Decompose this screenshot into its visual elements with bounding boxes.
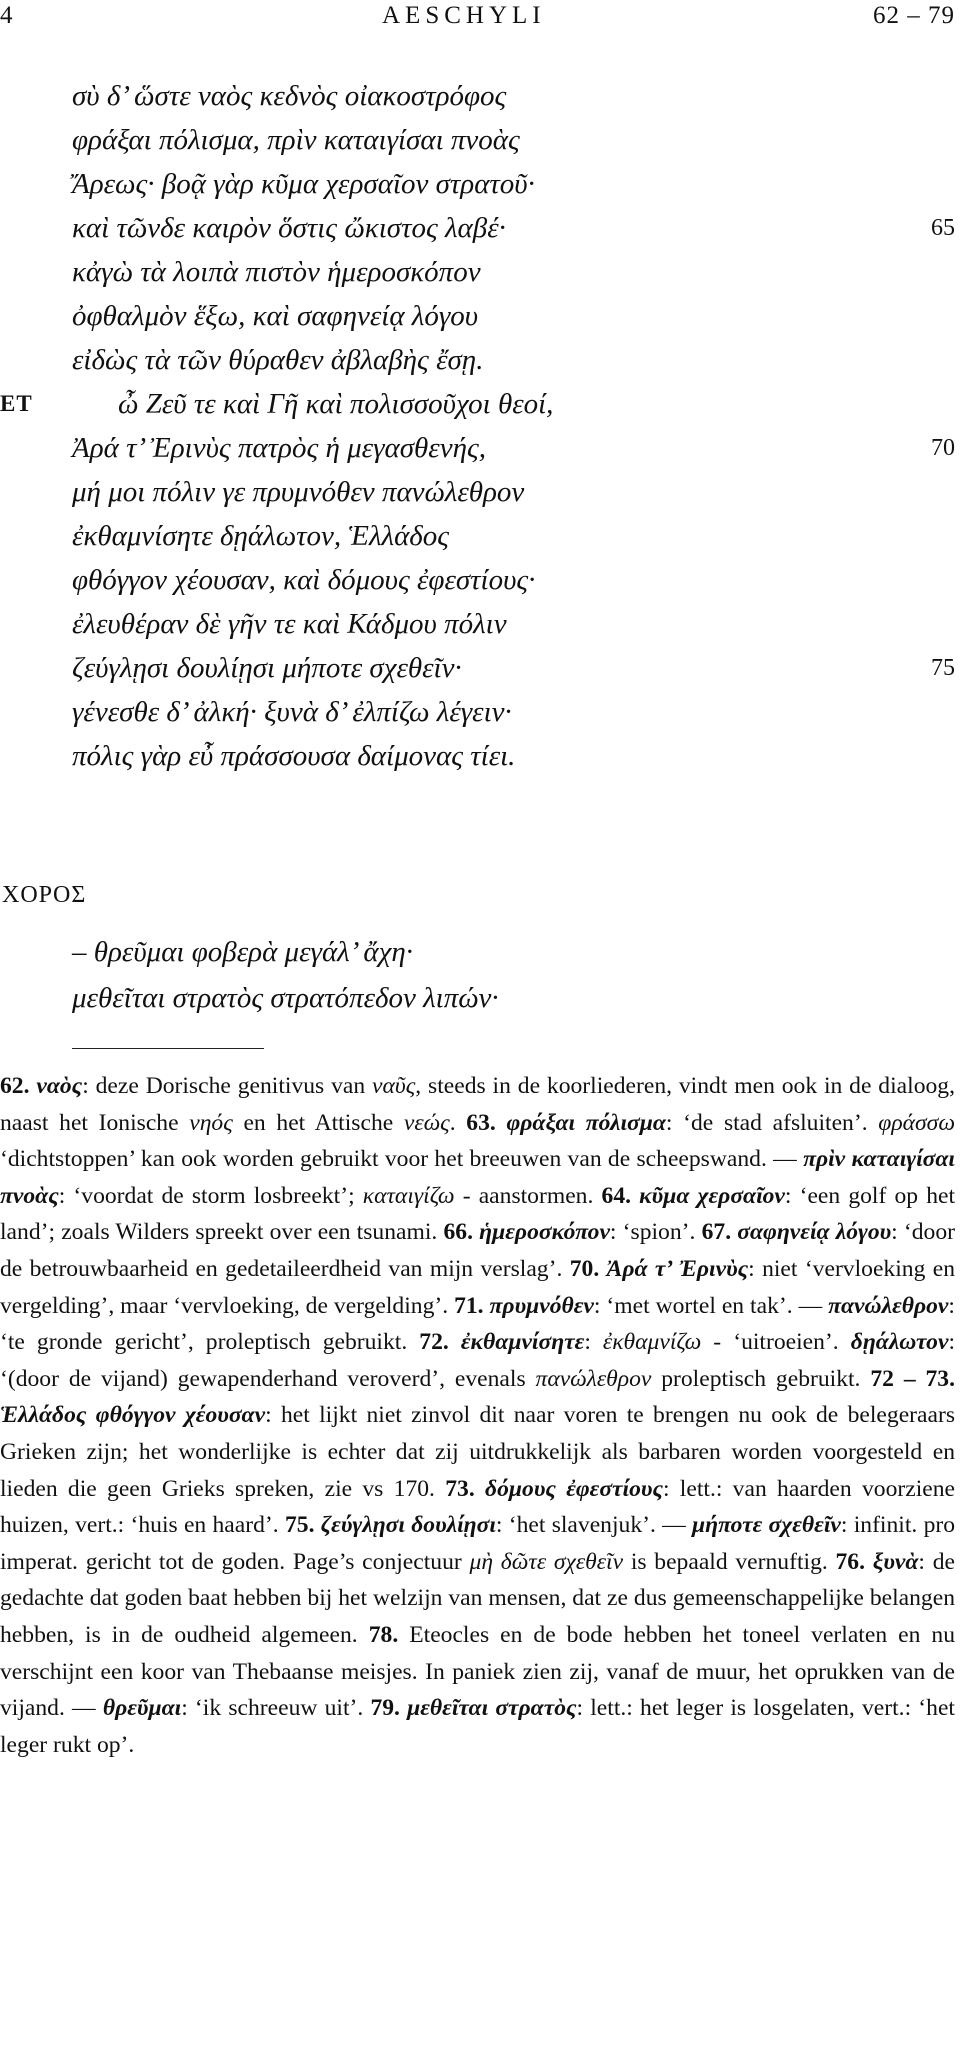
commentary-paragraph: 62. ναὸς: deze Dorische genitivus van ναῦς, steeds in de koorliederen, vindt men ook in de dialoog, naast het Ionische νηός en het Attische νεώς. 63. φράξαι πόλισμα: ‘de stad afsluiten’. φράσσω ‘dichtstoppen’ kan ook worden gebruikt voor het breeuwen van de scheepswand. — πρὶν καταιγίσαι πνοὰς: ‘voordat de storm losbreekt’; καταιγίζω - aanstormen. 64. κῦμα χερσαῖον: ‘een golf op het land’; zoals Wilders spreekt over een tsunami. 66. ἡμεροσκόπον: ‘spion’. 67. σαφηνείᾳ λόγου: ‘door de betrouwbaarheid en gedetaileerdheid van mijn verslag’. 70. Ἀρά τ’ Ἐρινὺς: niet ‘vervloeking en vergelding’, maar ‘vervloeking, de vergelding’. 71. πρυμνόθεν: ‘met wortel en tak’. — πανώλεθρον: ‘te gronde gericht’, proleptisch gebruikt. 72. ἐκθαμνίσητε: ἐκθαμνίζω - ‘uitroeien’. δῃάλωτον: ‘(door de vijand) gewapenderhand veroverd’, evenals πανώλεθρον proleptisch gebruikt. 72 – 73. Ἑλλάδος φθόγγον χέουσαν: het lijkt niet zinvol dit naar voren te brengen nu ook de belegeraars Grieken zijn; het wonderlijke is echter dat zij uitdrukkelijk als barbaren worden voorgesteld en lieden die geen Grieks spreken, zie vs 170. 73. δόμους ἐφεστίους: lett.: van haarden voorziene huizen, vert.: ‘huis en haard’. 75. ζεύγλῃσι δουλίῃσι: ‘het slavenjuk’. — μήποτε σχεθεῖν: infinit. pro imperat. gericht tot de goden. Page’s conjectuur μὴ δῶτε σχεθεῖν is bepaald vernuftig. 76. ξυνὰ: de gedachte dat goden baat hebben bij het welzijn van mensen, dat ze dus gemeenschappelijke belangen hebben, is in de oudheid algemeen. 78. Eteocles en de bode hebben het toneel verlaten en nu verschijnt een koor van Thebaanse meisjes. In paniek zien zij, vanaf de muur, het oprukken van de vijand. — θρεῦμαι: ‘ik schreeuw uit’. 79. μεθεῖται στρατὸς: lett.: het leger is losgelaten, vert.: ‘het leger rukt op’. bbox=[0, 1073, 956, 1758]
verse-line: καὶ τῶνδε καιρὸν ὅστις ὤκιστος λαβέ· 65 bbox=[0, 206, 955, 250]
verse-line: ἐκθαμνίσητε δῃάλωτον, Ἑλλάδος bbox=[72, 520, 450, 552]
running-title: AESCHYLI bbox=[382, 2, 546, 29]
chorus-speaker-label: ΧΟΡΟΣ bbox=[2, 882, 87, 908]
footnote-divider bbox=[72, 1048, 264, 1049]
commentary-notes bbox=[0, 1068, 955, 1763]
page-number: 4 bbox=[0, 2, 16, 29]
verse-line: ET ὦ Ζεῦ τε καὶ Γῆ καὶ πολισσοῦχοι θεοί, bbox=[0, 382, 955, 426]
line-number: 70 bbox=[931, 435, 955, 461]
verse-line: – θρεῦμαι φοβερὰ μεγάλ’ ἄχη· bbox=[72, 936, 414, 968]
verse-line: ζεύγλῃσι δουλίῃσι μήποτε σχεθεῖν· 75 bbox=[0, 646, 955, 690]
line-number: 65 bbox=[931, 215, 955, 241]
verse-line: μή μοι πόλιν γε πρυμνόθεν πανώλεθρον bbox=[72, 476, 525, 508]
verse-line: Ἄρεως· βοᾷ γὰρ κῦμα χερσαῖον στρατοῦ· bbox=[72, 168, 535, 200]
verse-line: φράξαι πόλισμα, πρὶν καταιγίσαι πνοὰς bbox=[72, 124, 520, 156]
verse-line: Ἀρά τ’ Ἐρινὺς πατρὸς ἡ μεγασθενής, 70 bbox=[0, 426, 955, 470]
verse-line: ὀφθαλμὸν ἕξω, καὶ σαφηνείᾳ λόγου bbox=[72, 300, 479, 332]
verse-line: σὺ δ’ ὥστε ναὸς κεδνὸς οἰακοστρόφος bbox=[72, 80, 507, 112]
verse-line: ἐλευθέραν δὲ γῆν τε καὶ Κάδμου πόλιν bbox=[72, 608, 507, 640]
verse-range: 62 – 79 bbox=[873, 2, 955, 29]
verse-line: μεθεῖται στρατὸς στρατόπεδον λιπών· bbox=[72, 982, 499, 1014]
verse-line: κἀγὼ τὰ λοιπὰ πιστὸν ἡμεροσκόπον bbox=[72, 256, 481, 288]
verse-line: φθόγγον χέουσαν, καὶ δόμους ἐφεστίους· bbox=[72, 564, 536, 596]
verse-line: πόλις γὰρ εὖ πράσσουσα δαίμονας τίει. bbox=[72, 740, 516, 772]
verse-line: εἰδὼς τὰ τῶν θύραθεν ἀβλαβὴς ἔσῃ. bbox=[72, 344, 484, 376]
line-number: 75 bbox=[931, 655, 955, 681]
verse-line: γένεσθε δ’ ἀλκή· ξυνὰ δ’ ἐλπίζω λέγειν· bbox=[72, 696, 512, 728]
speaker-label: ET bbox=[0, 391, 33, 416]
page-header bbox=[0, 2, 955, 38]
